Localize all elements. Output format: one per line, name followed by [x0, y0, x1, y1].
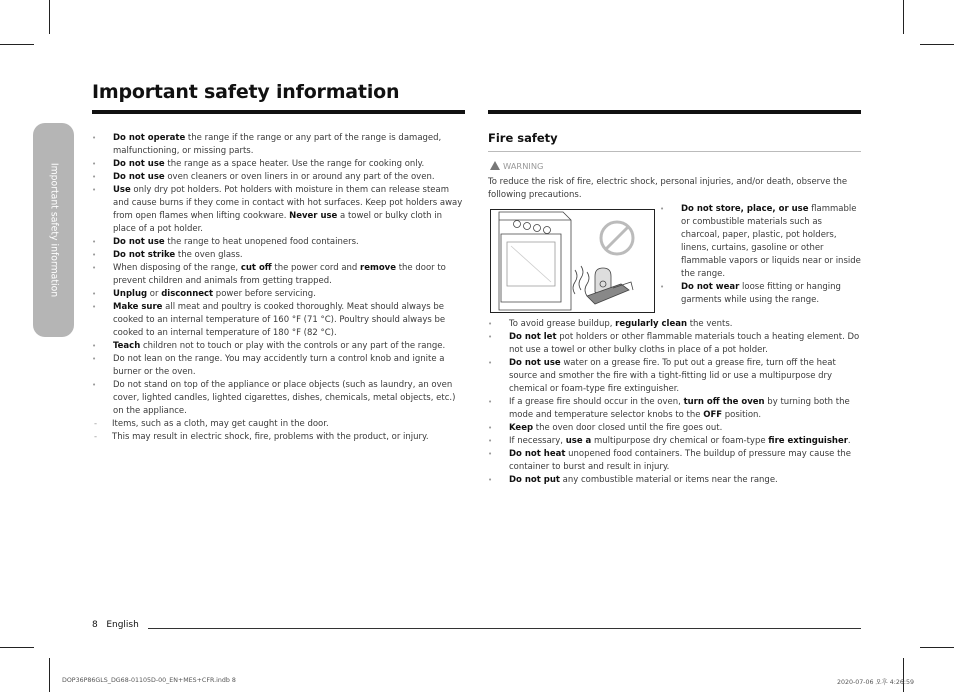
emphasis-text: use a — [565, 436, 592, 446]
crop-mark — [49, 658, 50, 692]
emphasis-text: Do not use — [113, 237, 165, 247]
body-text: loose fitting or hanging garments while using the range. — [681, 282, 841, 305]
emphasis-text: Never use — [289, 211, 338, 221]
body-text: position. — [722, 410, 762, 420]
emphasis-text: Do not let — [509, 332, 557, 342]
warning-label — [490, 161, 543, 171]
list-item — [92, 236, 466, 249]
body-text: power before servicing. — [213, 289, 316, 299]
beside-column — [660, 203, 862, 307]
emphasis-text: Do not heat — [509, 449, 566, 459]
warning-text: WARNING — [503, 161, 544, 171]
slug-file: DOP36P86GLS_DG68-01105D-00_EN+MES+CFR.indb 8 — [62, 677, 236, 684]
body-text: unopened food containers. The buildup of pressure may cause the container to burst and result in injury. — [509, 449, 852, 472]
list-item — [92, 171, 466, 184]
list-item — [92, 288, 466, 301]
body-text: children not to touch or play with the controls or any part of the range. — [140, 341, 446, 351]
warning-intro: To reduce the risk of fire, electric shock, personal injuries, and/or death, observe the following precautions. — [488, 177, 848, 200]
crop-mark — [0, 647, 34, 648]
emphasis-text: Keep — [509, 423, 534, 433]
emphasis-text: Do not use — [113, 159, 165, 169]
crop-mark — [0, 44, 34, 45]
emphasis-text: Do not use — [113, 172, 165, 182]
body-text: water on a grease fire. To put out a grease fire, turn off the heat source and smother the fire with a tight-fitting lid or use a multipurpose dry chemical or foam-type fire extinguisher. — [509, 358, 836, 394]
footer-rule — [148, 628, 861, 629]
sub-list-item: - This may result in electric shock, fire, problems with the product, or injury. — [92, 431, 466, 444]
emphasis-text: Do not use — [509, 358, 561, 368]
body-text: the range as a space heater. Use the range for cooking only. — [164, 159, 425, 169]
list-item — [92, 379, 466, 418]
emphasis-text: Use — [113, 185, 131, 195]
body-text: any combustible material or items near the range. — [559, 475, 778, 485]
crop-mark — [920, 44, 954, 45]
warning-icon — [490, 161, 500, 170]
body-text: only dry pot holders. Pot holders with moisture in them can release steam and cause burns if they come in contact with hot surfaces. Keep pot holders away from open flames when lifting cookware. — [113, 185, 463, 221]
list-item — [488, 331, 862, 357]
list-item — [488, 448, 862, 474]
body-text: the door to prevent children and animals from getting trapped. — [113, 263, 446, 286]
side-tab[interactable] — [33, 123, 74, 337]
list-item — [488, 318, 862, 331]
page-footer — [92, 620, 139, 630]
page-title: Important safety information — [92, 81, 400, 103]
list-item — [92, 184, 466, 236]
body-text: If a grease fire should occur in the oven, — [509, 397, 684, 407]
emphasis-text: Unplug — [113, 289, 148, 299]
emphasis-text: Do not wear — [681, 282, 740, 292]
crop-mark — [920, 647, 954, 648]
emphasis-text: Do not strike — [113, 250, 176, 260]
left-column — [92, 132, 466, 444]
sub-list-item: - Items, such as a cloth, may get caught in the door. — [92, 418, 466, 431]
emphasis-text: Do not operate — [113, 133, 186, 143]
beside-list — [660, 203, 862, 307]
body-text: . — [847, 436, 851, 446]
page-number: 8 — [92, 620, 98, 630]
body-text: the power cord and — [271, 263, 361, 273]
emphasis-text: OFF — [703, 410, 723, 420]
body-text: by turning both the mode and temperature selector knobs to the — [509, 397, 850, 420]
body-text: multipurpose dry chemical or foam-type — [591, 436, 769, 446]
body-text: flammable or combustible materials such as charcoal, paper, plastic, pot holders, linens, curtains, gasoline or other flammable vapors or liquids near or inside the range. — [681, 204, 861, 279]
body-text: the oven glass. — [175, 250, 243, 260]
emphasis-text: Do not store, place, or use — [681, 204, 809, 214]
fire-list — [488, 318, 862, 487]
title-rule-right — [488, 110, 861, 114]
emphasis-text: Make sure — [113, 302, 163, 312]
body-text: or — [147, 289, 162, 299]
list-item — [488, 435, 862, 448]
illustration — [490, 209, 655, 313]
body-text: If necessary, — [509, 436, 566, 446]
section-rule — [488, 151, 861, 152]
list-item — [660, 281, 862, 307]
footer-language: English — [106, 620, 139, 630]
emphasis-text: remove — [360, 263, 396, 273]
list-item — [488, 422, 862, 435]
body-text: To avoid grease buildup, — [509, 319, 616, 329]
body-text: Do not stand on top of the appliance or place objects (such as laundry, an oven cover, lighted candles, lighted cigarettes, dishes, chemicals, metal objects, etc.) on the appliance. — [113, 380, 456, 416]
crop-mark — [903, 658, 904, 692]
list-item — [92, 353, 466, 379]
list-item — [660, 203, 862, 281]
crop-mark — [49, 0, 50, 34]
emphasis-text: Do not put — [509, 475, 560, 485]
list-item — [488, 396, 862, 422]
list-item — [488, 357, 862, 396]
safety-list — [92, 132, 466, 418]
body-text: Do not lean on the range. You may accidently turn a control knob and ignite a burner or the oven. — [113, 354, 445, 377]
body-text: all meat and poultry is cooked thoroughly. Meat should always be cooked to an internal temperature of 160 °F (71 °C). Poultry should always be cooked to an internal temperature of 180 °F (82 °C). — [113, 302, 446, 338]
body-text: pot holders or other flammable materials touch a heating element. Do not use a towel or other bulky cloths in place of a pot holder. — [509, 332, 860, 355]
body-text: oven cleaners or oven liners in or around any part of the oven. — [164, 172, 435, 182]
body-text: the range to heat unopened food containers. — [164, 237, 359, 247]
body-text: When disposing of the range, — [113, 263, 241, 273]
body-text: the oven door closed until the fire goes out. — [533, 423, 723, 433]
emphasis-text: turn off the oven — [683, 397, 765, 407]
crop-mark — [903, 0, 904, 34]
emphasis-text: disconnect — [161, 289, 214, 299]
side-tab-label: Important safety information — [48, 162, 59, 298]
emphasis-text: Teach — [113, 341, 141, 351]
slug-date: 2020-07-06 오후 4:26:59 — [836, 679, 914, 686]
range-illustration — [491, 210, 654, 312]
list-item — [92, 132, 466, 158]
list-item — [92, 340, 466, 353]
list-item — [92, 301, 466, 340]
emphasis-text: regularly clean — [615, 319, 687, 329]
title-rule-left — [92, 110, 465, 114]
fire-column — [488, 318, 862, 487]
emphasis-text: cut off — [240, 263, 272, 273]
list-item — [488, 474, 862, 487]
list-item — [92, 262, 466, 288]
list-item — [92, 249, 466, 262]
body-text: the vents. — [687, 319, 733, 329]
list-item — [92, 158, 466, 171]
sub-list — [92, 418, 466, 444]
body-text: the range if the range or any part of the range is damaged, malfunctioning, or missing parts. — [113, 133, 442, 156]
section-heading: Fire safety — [488, 131, 558, 145]
body-text: a towel or bulky cloth in place of a pot holder. — [113, 211, 443, 234]
emphasis-text: fire extinguisher — [768, 436, 848, 446]
